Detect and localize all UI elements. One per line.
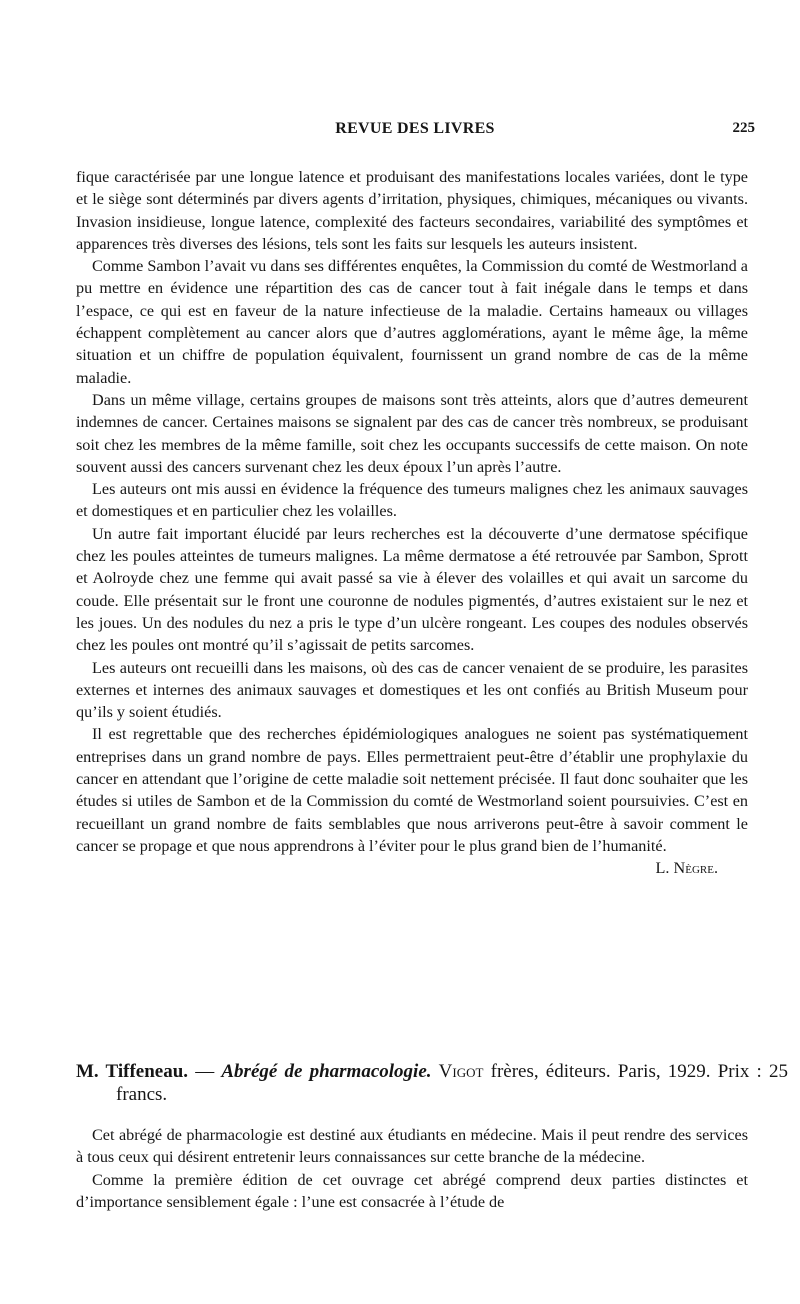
paragraph: Comme Sambon l’avait vu dans ses différentes enquêtes, la Commission du comté de Westmorland a pu mettre en évidence une répartition des cas de cancer tout à fait inégale dans le temps et dans l’espace, ce qui est en faveur de la nature infectieuse de la maladie. Certains hameaux ou villages échappent complètement au cancer alors que d’autres agglomérations, ayant le même âge, la même situation et un chiffre de population équivalent, fournissent un grand nombre de cas de la même maladie. <box>76 257 748 387</box>
book-title: Abrégé de pharmacologie. <box>221 1061 432 1082</box>
running-title: REVUE DES LIVRES <box>335 120 495 137</box>
review-body <box>76 1124 748 1213</box>
paragraph: fique caractérisée par une longue latence et produisant des manifestations locales variées, dont le type et le siège sont déterminés par divers agents d’irritation, physiques, chimiques, mécaniques ou vivants. Invasion insidieuse, longue latence, complexité des facteurs secondaires, variabilité des symptômes et apparences très diverses des lésions, tels sont les faits sur lesquels les auteurs insistent. <box>76 168 748 253</box>
paragraph: Cet abrégé de pharmacologie est destiné aux étudiants en médecine. Mais il peut rendre des services à tous ceux qui désirent entretenir leurs connaissances sur cette branche de la médecine. <box>76 1126 748 1167</box>
review-author: M. Tiffeneau. <box>76 1061 189 1082</box>
page-number: 225 <box>732 120 755 136</box>
page-header <box>75 120 755 144</box>
publisher-name: Vigot <box>438 1061 484 1082</box>
publication-details: frères, éditeurs. Paris, 1929. Prix : 25 francs. <box>116 1061 788 1105</box>
paragraph: Dans un même village, certains groupes de maisons sont très atteints, alors que d’autres demeurent indemnes de cancer. Certaines maisons se signalent par des cas de cancer très nombreux, se produisant soit chez les membres de la même famille, soit chez les occupants successifs de cette maison. On note souvent aussi des cancers survenant chez les deux époux l’un après l’autre. <box>76 390 748 476</box>
review-heading <box>76 1060 788 1106</box>
paragraph: Comme la première édition de cet ouvrage cet abrégé comprend deux parties distinctes et d’importance sensiblement égale : l’une est consacrée à l’étude de <box>76 1170 748 1211</box>
paragraph: Les auteurs ont recueilli dans les maisons, où des cas de cancer venaient de se produire, les parasites externes et internes des animaux sauvages et domestiques et les ont confiés au British Museum pour qu’ils y soient étudiés. <box>76 658 748 722</box>
heading-dash: — <box>188 1061 222 1082</box>
author-signature: L. Nègre. <box>655 859 718 878</box>
paragraph <box>76 723 748 878</box>
paragraph: Les auteurs ont mis aussi en évidence la fréquence des tumeurs malignes chez les animaux sauvages et domestiques et en particulier chez les volailles. <box>76 480 748 521</box>
article-continuation <box>76 166 748 880</box>
paragraph-text: Il est regrettable que des recherches épidémiologiques analogues ne soient pas systématiquement entreprises dans un grand nombre de pays. Elles permettraient peut-être d’établir une prophylaxie du cancer en attendant que l’origine de cette maladie soit nettement précisée. Il faut donc souhaiter que les études si utiles de Sambon et de la Commission du comté de Westmorland soient poursuivies. C’est en recueillant un grand nombre de faits semblables que nous arriverons peut-être à savoir comment le cancer se propage et que nous apprendrons à l’éviter pour le plus grand bien de l’humanité. <box>76 725 748 855</box>
paragraph: Un autre fait important élucidé par leurs recherches est la découverte d’une dermatose spécifique chez les poules atteintes de tumeurs malignes. La même dermatose a été retrouvée par Sambon, Sprott et Aolroyde chez une femme qui avait passé sa vie à élever des volailles et qui avait un sarcome du coude. Elle présentait sur le front une couronne de nodules pigmentés, d’autres existaient sur le nez et les joues. Un des nodules du nez a pris le type d’un ulcère rongeant. Les coupes des nodules observés chez les poules ont montré qu’il s’agissait de petits sarcomes. <box>76 524 748 655</box>
